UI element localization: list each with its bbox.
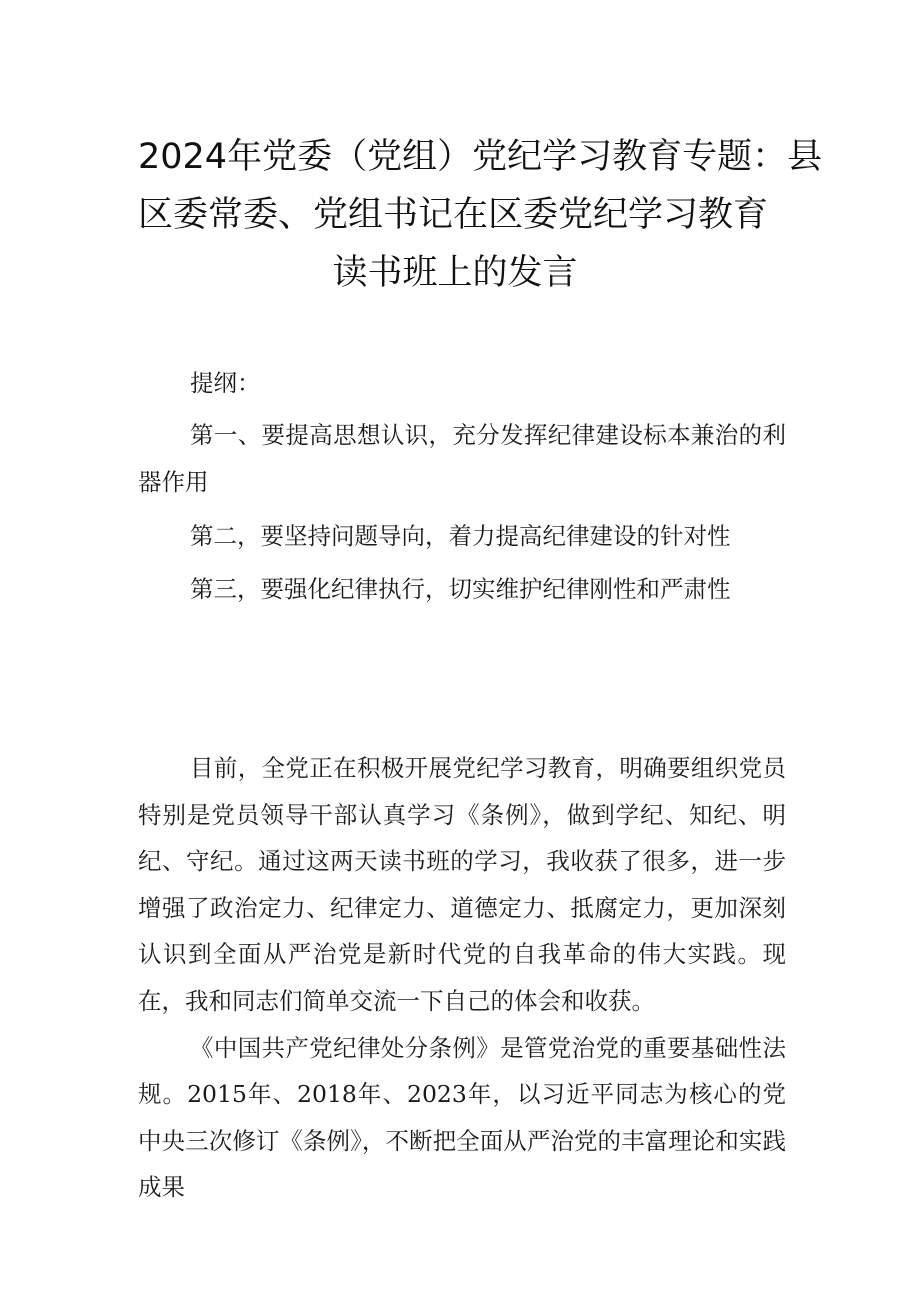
title-line-2: 区委常委、党组书记在区委党纪学习教育: [138, 195, 769, 235]
outline-label: 提纲：: [190, 369, 261, 397]
document-title: [100, 128, 823, 302]
outline-item-3: 第三，要强化纪律执行，切实维护纪律刚性和严肃性: [190, 575, 731, 603]
outline-item-2: 第二，要坚持问题导向，着力提高纪律建设的针对性: [190, 522, 731, 550]
outline-section: [138, 362, 786, 612]
title-line-1: 2024年党委（党组）党纪学习教育专题：县: [138, 137, 823, 177]
body-paragraph-1: 目前，全党正在积极开展党纪学习教育，明确要组织党员特别是党员领导干部认真学习《条例》，做到学纪、知纪、明纪、守纪。通过这两天读书班的学习，我收获了很多，进一步增强了政治定力、纪律定力、道德定力、抵腐定力，更加深刻认识到全面从严治党是新时代党的自我革命的伟大实践。现在，我和同志们简单交流一下自己的体会和收获。: [138, 754, 786, 1015]
body-section: [138, 745, 786, 1211]
title-line-3: 读书班上的发言: [332, 253, 578, 293]
body-paragraph-2: 《中国共产党纪律处分条例》是管党治党的重要基础性法规。2015年、2018年、2023年，以习近平同志为核心的党中央三次修订《条例》，不断把全面从严治党的丰富理论和实践成果: [138, 1033, 786, 1202]
outline-item-1: 第一、要提高思想认识，充分发挥纪律建设标本兼治的利器作用: [138, 421, 786, 496]
